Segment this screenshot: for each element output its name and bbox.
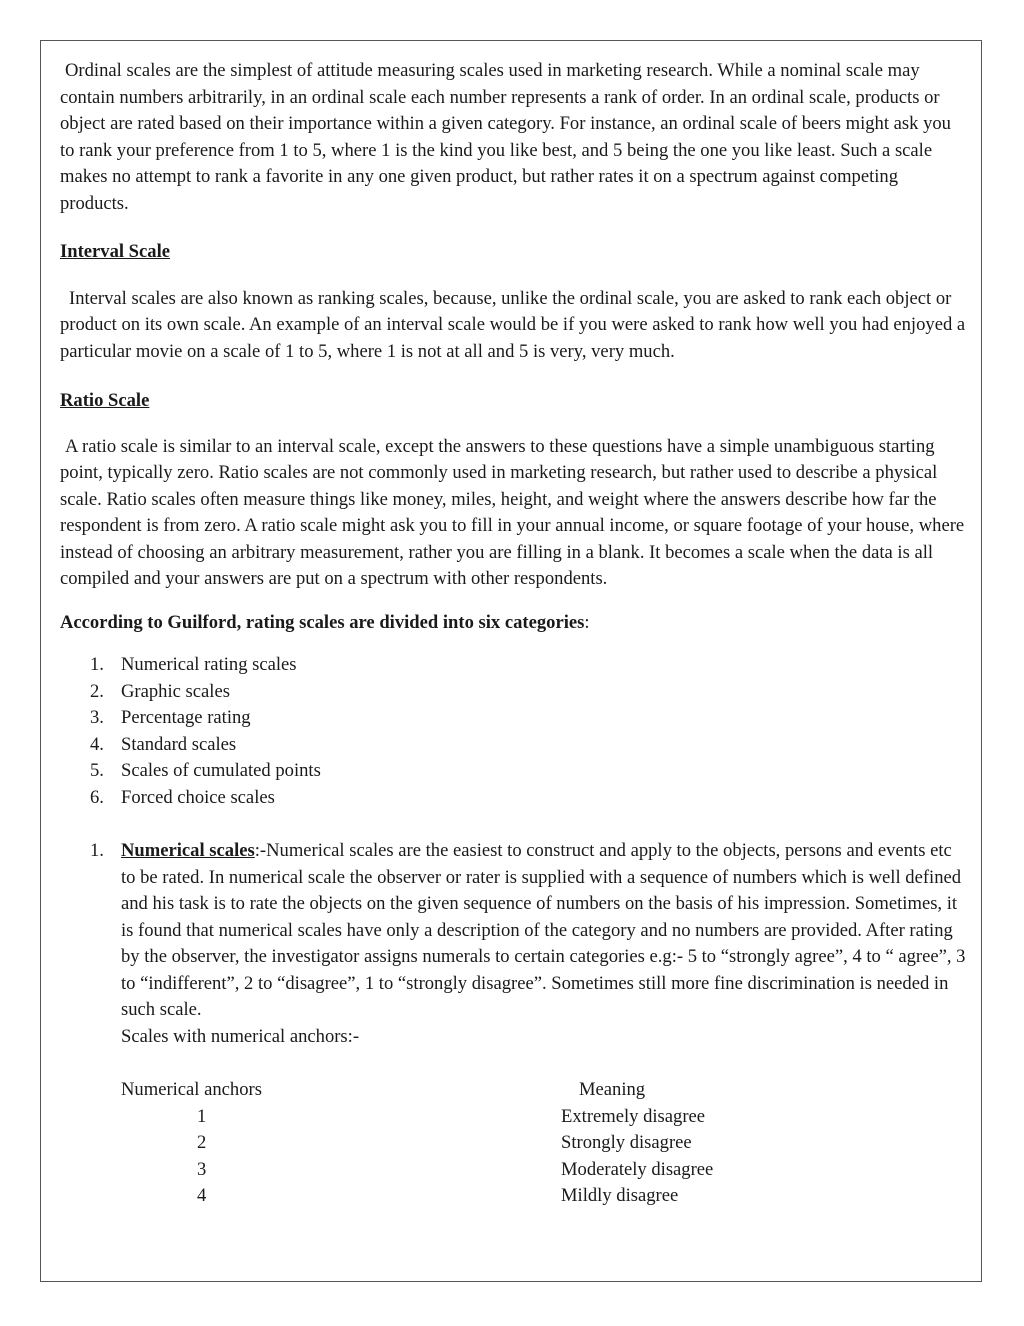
list-item bbox=[60, 679, 966, 706]
interval-scale-heading: Interval Scale bbox=[60, 241, 170, 262]
list-item-label: Percentage rating bbox=[121, 707, 251, 728]
list-item-label: Standard scales bbox=[121, 733, 237, 755]
anchor-value: 3 bbox=[197, 1158, 207, 1180]
numerical-scales-section bbox=[60, 838, 966, 1210]
anchor-meaning: Mildly disagree bbox=[561, 1185, 679, 1206]
ratio-scale-paragraph: A ratio scale is similar to an interval scale, except the answers to these questions have a simple unambiguous starting point, typically zero. Ratio scales are not commonly used in marketing research, but rather used to describe a physical scale. Ratio scales often measure things like money, miles, height, and weight where the answers describe how far the respondent is from zero. A ratio scale might ask you to fill in your annual income, or square footage of your house, where instead of choosing an arbitrary measurement, rather you are filling in a blank. It becomes a scale when the data is all compiled and your answers are put on a spectrum with other respondents. bbox=[60, 435, 965, 589]
list-item bbox=[60, 758, 966, 785]
anchor-value: 1 bbox=[197, 1105, 207, 1127]
list-item-number: 5. bbox=[90, 760, 104, 781]
list-item-label: Numerical rating scales bbox=[121, 654, 297, 675]
list-item bbox=[60, 785, 966, 812]
list-item-label: Graphic scales bbox=[121, 680, 230, 702]
anchor-value: 2 bbox=[197, 1132, 207, 1153]
section-number: 1. bbox=[90, 840, 104, 861]
guilford-colon: : bbox=[584, 611, 590, 633]
numerical-anchors-table bbox=[121, 1077, 966, 1210]
list-item-number: 1. bbox=[90, 654, 104, 675]
anchor-meaning: Strongly disagree bbox=[561, 1132, 692, 1153]
numerical-anchors-intro: Scales with numerical anchors:- bbox=[121, 1025, 360, 1047]
header-meaning: Meaning bbox=[579, 1079, 646, 1100]
list-item-label: Scales of cumulated points bbox=[121, 760, 321, 781]
list-item bbox=[60, 732, 966, 759]
table-row bbox=[121, 1157, 966, 1184]
table-header-row bbox=[121, 1077, 966, 1104]
numerical-scales-paragraph bbox=[121, 838, 966, 1024]
list-item bbox=[60, 705, 966, 732]
ordinal-scale-paragraph: Ordinal scales are the simplest of attitude measuring scales used in marketing research. While a nominal scale may contain numbers arbitrarily, in an ordinal scale each number represents a rank of order. In an ordinal scale, products or object are rated based on their importance within a given category. For instance, an ordinal scale of beers might ask you to rank your preference from 1 to 5, where 1 is the kind you like best, and 5 being the one you like least. Such a scale makes no attempt to rank a favorite in any one given product, but rather rates it on a spectrum against competing products. bbox=[60, 60, 951, 214]
numerical-scales-term: Numerical scales bbox=[121, 840, 255, 861]
table-row bbox=[121, 1104, 966, 1131]
guilford-statement bbox=[60, 610, 966, 637]
document-body bbox=[60, 58, 966, 1210]
table-row bbox=[121, 1130, 966, 1157]
interval-scale-paragraph: Interval scales are also known as ranking scales, because, unlike the ordinal scale, you are asked to rank each object or product on its own scale. An example of an interval scale would be if you were asked to rank how well you had enjoyed a particular movie on a scale of 1 to 5, where 1 is not at all and 5 is very, very much. bbox=[60, 287, 966, 362]
ratio-scale-heading: Ratio Scale bbox=[60, 390, 150, 411]
numerical-scales-body: :-Numerical scales are the easiest to construct and apply to the objects, persons and events etc to be rated. In numerical scale the observer or rater is supplied with a sequence of numbers which is well defined and his task is to rate the objects on the given sequence of numbers on the basis of his impression. Sometimes, it is found that numerical scales have only a description of the category and no numbers are provided. After rating by the observer, the investigator assigns numerals to certain categories e.g:- 5 to “strongly agree”, 4 to “ agree”, 3 to “indifferent”, 2 to “disagree”, 1 to “strongly disagree”. Sometimes still more fine discrimination is needed in such scale. bbox=[121, 840, 966, 1020]
list-item-number: 3. bbox=[90, 707, 104, 728]
anchor-meaning: Extremely disagree bbox=[561, 1105, 706, 1127]
rating-scale-categories-list bbox=[60, 652, 966, 811]
list-item bbox=[60, 652, 966, 679]
table-row bbox=[121, 1183, 966, 1210]
list-item-number: 6. bbox=[90, 786, 104, 808]
list-item-number: 2. bbox=[90, 680, 104, 702]
list-item-label: Forced choice scales bbox=[121, 786, 275, 808]
header-numerical-anchors: Numerical anchors bbox=[121, 1079, 262, 1100]
list-item-number: 4. bbox=[90, 733, 104, 755]
anchor-value: 4 bbox=[197, 1185, 207, 1206]
guilford-statement-bold: According to Guilford, rating scales are divided into six categories bbox=[60, 611, 585, 633]
anchor-meaning: Moderately disagree bbox=[561, 1158, 714, 1180]
